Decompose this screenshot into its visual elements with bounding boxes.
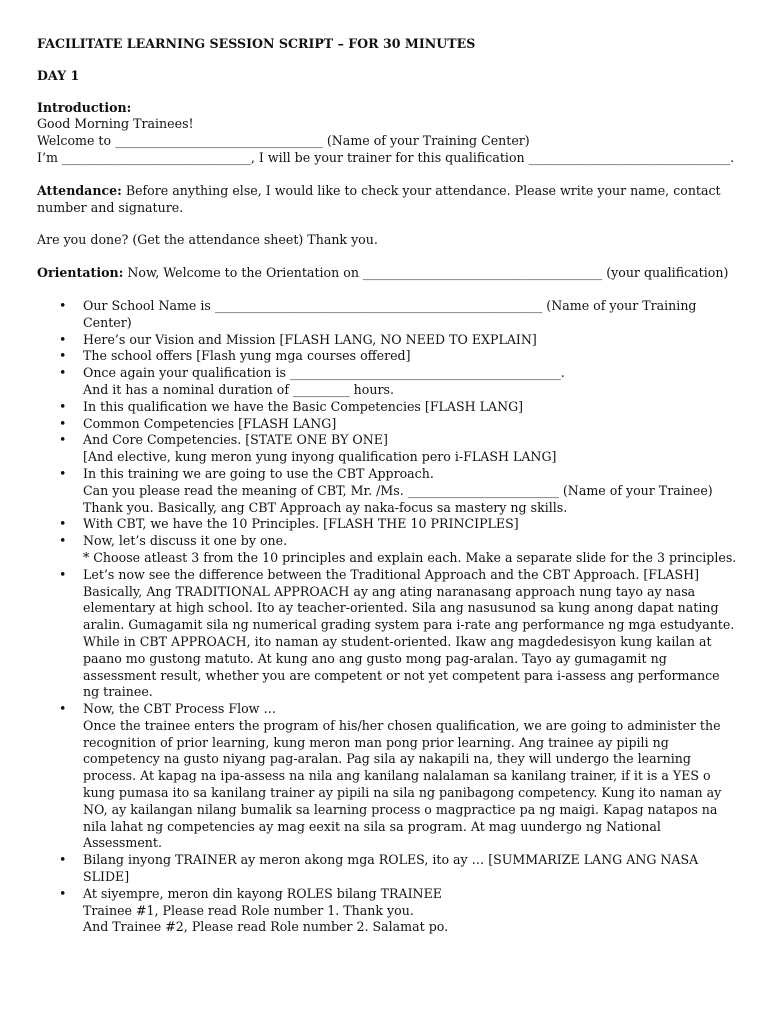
- bullet-item: [37, 432, 737, 466]
- attendance-label: Attendance:: [37, 182, 122, 198]
- bullet-line: • Bilang inyong TRAINER ay meron akong mga ROLES, ito ay … [SUMMARIZE LANG ANG NASA SLIDE]: [83, 852, 699, 885]
- bullet-line: Thank you. Basically, ang CBT Approach ay naka-focus sa mastery ng skills.: [83, 499, 568, 515]
- bullet-item: [37, 399, 737, 416]
- bullet-line: • In this qualification we have the Basic Competencies [FLASH LANG]: [83, 398, 524, 414]
- bullet-line: • Now, the CBT Process Flow …: [83, 701, 277, 717]
- bullet-line: • And Core Competencies. [STATE ONE BY ONE]: [83, 432, 388, 448]
- bullet-item: [37, 533, 737, 567]
- orientation-text: Now, Welcome to the Orientation on ______________________________________ (your qualification): [123, 265, 729, 281]
- document-title: FACILITATE LEARNING SESSION SCRIPT – FOR 30 MINUTES: [37, 36, 476, 51]
- bullet-line: • Now, let’s discuss it one by one.: [83, 533, 288, 549]
- greeting-line: Good Morning Trainees!: [37, 116, 194, 132]
- orientation-bullet-list: [37, 298, 737, 936]
- bullet-line: * Choose atleast 3 from the 10 principles and explain each. Make a separate slide for the 3 principles.: [83, 549, 737, 565]
- bullet-line: • At siyempre, meron din kayong ROLES bilang TRAINEE: [83, 885, 442, 901]
- orientation-paragraph: [37, 265, 737, 282]
- bullet-item: [37, 348, 737, 365]
- bullet-line: • Common Competencies [FLASH LANG]: [83, 415, 337, 431]
- trainer-line: I’m ______________________________, I will be your trainer for this qualification ________________________________.: [37, 149, 735, 165]
- bullet-line: Can you please read the meaning of CBT, Mr. /Ms. ________________________ (Name of your Trainee): [83, 482, 713, 498]
- introduction-heading: Introduction:: [37, 99, 132, 115]
- bullet-line: [And elective, kung meron yung inyong qualification pero i-FLASH LANG]: [83, 449, 557, 465]
- bullet-line: • Let’s now see the difference between the Traditional Approach and the CBT Approach. [FLASH] Basically, Ang TRADITIONAL APPROACH ay ang ating naranasang approach nung tayo ay nasa elementary at high school. Ito ay teacher-oriented. Sila ang nasusunod sa kung anong dapat nating aralin. Gumagamit sila ng numerical grading system para i-rate ang performance ng mga estudyante. While in CBT APPROACH, ito naman ay student-oriented. Ikaw ang magdedesisyon kung kailan at paano mo gustong matuto. At kung ano ang gusto mong pag-aralan. Tayo ay gumagamit ng assessment result, whether you are competent or not yet competent para i-assess ang performance ng trainee.: [83, 566, 735, 700]
- bullet-item: [37, 567, 737, 701]
- bullet-line: • In this training we are going to use the CBT Approach.: [83, 465, 434, 481]
- welcome-line: Welcome to _________________________________ (Name of your Training Center): [37, 133, 530, 149]
- bullet-item: [37, 466, 737, 516]
- attendance-paragraph: [37, 183, 737, 217]
- document-page: [37, 36, 737, 936]
- bullet-line: Once the trainee enters the program of his/her chosen qualification, we are going to administer the recognition of prior learning, kung meron man pong prior learning. Ang trainee ay pipili ng competency na gusto niyang pag-aralan. Pag sila ay nakapili na, they will undergo the learning process. At kapag na ipa-assess na nila ang kanilang nalalaman sa kanilang trainer, if it is a YES o kung pumasa ito sa kanilang trainer ay pipili na sila ng panibagong competency. Kung ito naman ay NO, ay kailangan nilang bumalik sa learning process o magpractice pa ng maigi. Kapag natapos na nila lahat ng competencies ay mag eexit na sila sa program. At mag uundergo ng National Assessment.: [83, 717, 722, 851]
- bullet-item: [37, 701, 737, 852]
- bullet-line: Trainee #1, Please read Role number 1. Thank you.: [83, 902, 414, 918]
- bullet-line: • With CBT, we have the 10 Principles. [FLASH THE 10 PRINCIPLES]: [83, 516, 519, 532]
- bullet-item: [37, 886, 737, 936]
- bullet-item: [37, 416, 737, 433]
- orientation-label: Orientation:: [37, 265, 124, 281]
- bullet-item: [37, 298, 737, 332]
- bullet-line: • The school offers [Flash yung mga courses offered]: [83, 348, 411, 364]
- bullet-line: And it has a nominal duration of _________ hours.: [83, 381, 394, 397]
- bullet-line: And Trainee #2, Please read Role number 2. Salamat po.: [83, 919, 449, 935]
- bullet-line: • Once again your qualification is ___________________________________________.: [83, 365, 565, 381]
- bullet-line: • Our School Name is ____________________________________________________ (Name of your Training Center): [83, 297, 697, 330]
- bullet-item: [37, 365, 737, 399]
- bullet-item: [37, 332, 737, 349]
- bullet-item: [37, 852, 737, 886]
- bullet-line: • Here’s our Vision and Mission [FLASH LANG, NO NEED TO EXPLAIN]: [83, 331, 537, 347]
- day-heading: DAY 1: [37, 67, 80, 83]
- done-paragraph: Are you done? (Get the attendance sheet) Thank you.: [37, 232, 378, 248]
- bullet-item: [37, 516, 737, 533]
- attendance-text: Before anything else, I would like to check your attendance. Please write your name, contact number and signature.: [37, 182, 721, 215]
